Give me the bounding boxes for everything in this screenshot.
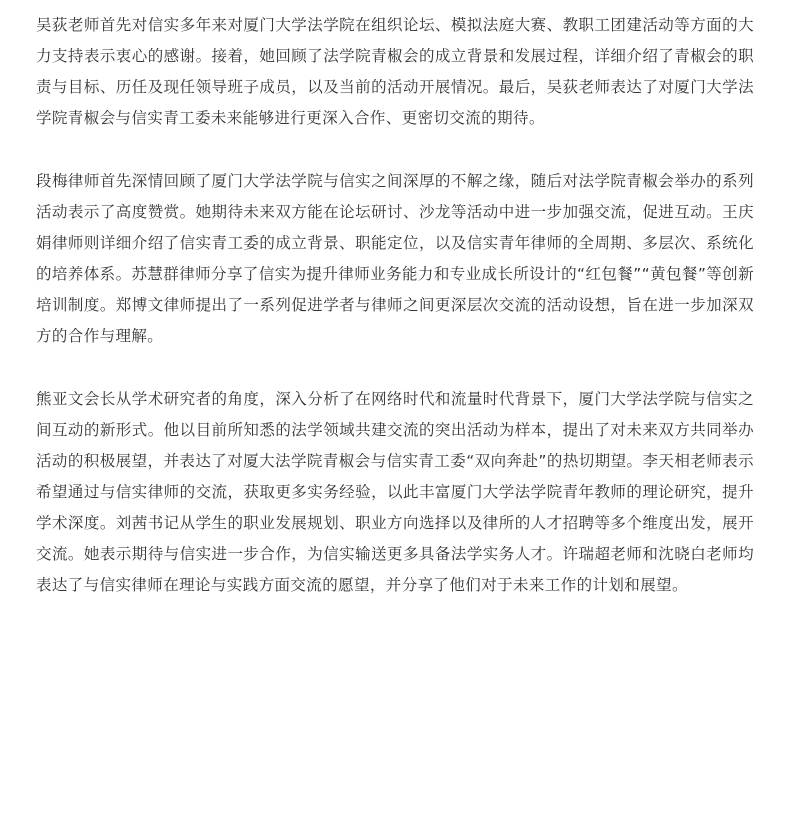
paragraph-xiong-yawen: 熊亚文会长从学术研究者的角度，深入分析了在网络时代和流量时代背景下，厦门大学法学院与信实之间互动的新形式。他以目前所知悉的法学领域共建交流的突出活动为样本，提出了对未来双方共同举办活动的积极展望，并表达了对厦大法学院青椒会与信实青工委“双向奔赴”的热切期望。李天相老师表示希望通过与信实律师的交流，获取更多实务经验，以此丰富厦门大学法学院青年教师的理论研究，提升学术深度。刘茜书记从学生的职业发展规划、职业方向选择以及律所的人才招聘等多个维度出发，展开交流。她表示期待与信实进一步合作，为信实输送更多具备法学实务人才。许瑞超老师和沈晓白老师均表达了与信实律师在理论与实践方面交流的愿望，并分享了他们对于未来工作的计划和展望。 (36, 390, 754, 594)
paragraph-duan-mei: 段梅律师首先深情回顾了厦门大学法学院与信实之间深厚的不解之缘，随后对法学院青椒会举办的系列活动表示了高度赞赏。她期待未来双方能在论坛研讨、沙龙等活动中进一步加强交流，促进互动。王庆娟律师则详细介绍了信实青工委的成立背景、职能定位，以及信实青年律师的全周期、多层次、系统化的培养体系。苏慧群律师分享了信实为提升律师业务能力和专业成长所设计的“红包餐”“黄包餐”等创新培训制度。郑博文律师提出了一系列促进学者与律师之间更深层次交流的活动设想，旨在进一步加深双方的合作与理解。 (36, 172, 754, 345)
paragraph-wu-di: 吴荻老师首先对信实多年来对厦门大学法学院在组织论坛、模拟法庭大赛、教职工团建活动等方面的大力支持表示衷心的感谢。接着，她回顾了法学院青椒会的成立背景和发展过程，详细介绍了青椒会的职责与目标、历任及现任领导班子成员，以及当前的活动开展情况。最后，吴荻老师表达了对厦门大学法学院青椒会与信实青工委未来能够进行更深入合作、更密切交流的期待。 (36, 16, 754, 127)
article-body (36, 10, 754, 601)
